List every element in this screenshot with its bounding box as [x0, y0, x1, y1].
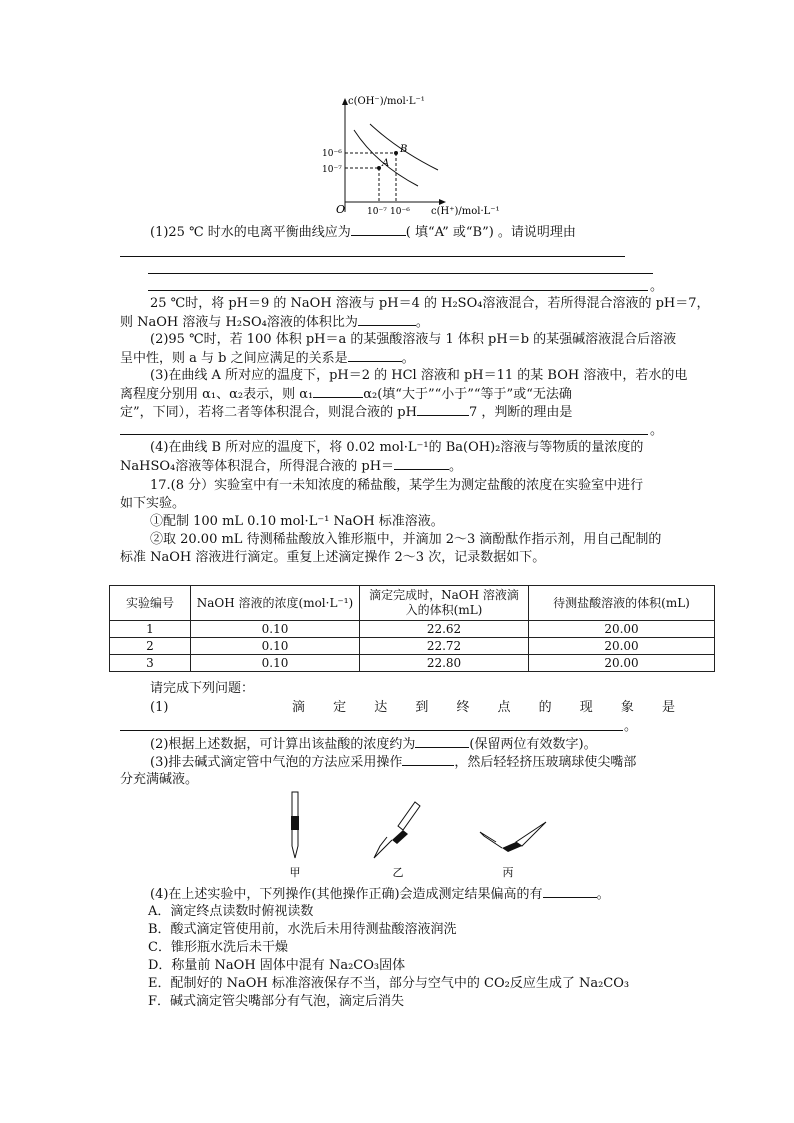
sub1-end: 。 — [624, 719, 638, 734]
table-cell: 0.10 — [191, 638, 360, 655]
q3-line3 — [120, 403, 572, 421]
origin-label: O — [336, 203, 346, 216]
q1-text-b: ( 填“A” 或“B”) 。请说明理由 — [405, 225, 576, 240]
q17-line1: 17.(8 分）实验室中有一未知浓度的稀盐酸，某学生为测定盐酸的浓度在实验室中进行 — [150, 478, 644, 493]
table-cell: 20.00 — [529, 638, 715, 655]
table-cell: 22.80 — [360, 655, 529, 672]
q2-line2 — [120, 349, 415, 367]
figure-label-yi: 乙 — [392, 866, 404, 879]
table-row — [110, 655, 715, 672]
sub1-char: 终 — [456, 700, 470, 715]
q1-answer-line-2[interactable] — [148, 273, 653, 274]
q17-line2: 如下实验。 — [120, 496, 186, 511]
sub2-text: (2)根据上述数据，可计算出该盐酸的浓度约为 — [150, 737, 416, 752]
q1-p2-blank[interactable] — [358, 313, 416, 326]
table-row — [110, 621, 715, 638]
figure-label-bing: 丙 — [502, 866, 514, 879]
burette-bing — [480, 822, 546, 852]
burette-jia — [291, 792, 299, 858]
q3-blank-2[interactable] — [417, 403, 469, 416]
y-tick-2: 10⁻⁷ — [322, 165, 342, 175]
q17-step1: ①配制 100 mL 0.10 mol·L⁻¹ NaOH 标准溶液。 — [150, 514, 444, 529]
sub1-char: 达 — [374, 700, 388, 715]
sub1-char: 的 — [538, 700, 552, 715]
q3-answer-end: 。 — [650, 423, 664, 438]
sub3-text-b: ，然后轻轻挤压玻璃球使尖嘴部 — [454, 755, 637, 770]
q3-blank-1[interactable] — [313, 385, 363, 398]
option-c[interactable]: C．锥形瓶水洗后未干燥 — [148, 940, 288, 955]
q2-end: 。 — [401, 351, 415, 366]
sub1-char: 定 — [333, 700, 347, 715]
sub1-char: 现 — [579, 700, 593, 715]
q1-p2-text: 则 NaOH 溶液与 H₂SO₄溶液的体积比为 — [120, 315, 358, 330]
table-cell: 3 — [110, 655, 191, 672]
sub1-char: 点 — [497, 700, 511, 715]
table-cell: 22.72 — [360, 638, 529, 655]
table-header: 待测盐酸溶液的体积(mL) — [529, 586, 715, 621]
table-cell: 20.00 — [529, 655, 715, 672]
q4-blank[interactable] — [394, 457, 449, 470]
burette-figures — [270, 790, 570, 880]
sub1-num: (1) — [150, 700, 169, 715]
sub1-char: 到 — [415, 700, 429, 715]
q3-line2 — [120, 385, 572, 403]
q3-text-c: 定”，下同），若将二者等体积混合，则混合液的 pH — [120, 405, 417, 420]
q1-line — [150, 223, 576, 241]
q4-end: 。 — [449, 459, 463, 474]
q1-p2-line2 — [120, 313, 429, 331]
sub2-line — [150, 735, 597, 753]
table-cell: 0.10 — [191, 655, 360, 672]
x-tick-1: 10⁻⁷ — [367, 207, 387, 217]
option-f[interactable]: F．碱式滴定管尖嘴部分有气泡，滴定后消失 — [148, 994, 405, 1009]
sub3-line2: 分充满碱液。 — [120, 772, 199, 787]
q4-line2 — [120, 457, 462, 475]
q1-text: (1)25 ℃ 时水的电离平衡曲线应为 — [150, 225, 351, 240]
table-header: 实验编号 — [110, 586, 191, 621]
x-axis-arrow — [439, 199, 446, 205]
sub4-end: 。 — [596, 887, 610, 902]
point-A — [377, 166, 381, 170]
q1-p2-line1: 25 ℃时，将 pH＝9 的 NaOH 溶液与 pH＝4 的 H₂SO₄溶液混合，若所得混合溶液的 pH＝7， — [150, 296, 710, 311]
option-e[interactable]: E．配制好的 NaOH 标准溶液保存不当，部分与空气中的 CO₂反应生成了 Na₂CO₃ — [148, 976, 630, 991]
q1-answer-end: 。 — [650, 279, 664, 294]
q2-text: 呈中性，则 a 与 b 之间应满足的关系是 — [120, 351, 348, 366]
sub3-text: (3)排去碱式滴定管中气泡的方法应采用操作 — [150, 755, 403, 770]
q17-step2-a: ②取 20.00 mL 待测稀盐酸放入锥形瓶中，并滴加 2～3 滴酚酞作指示剂，用自己配制的 — [150, 532, 662, 547]
sub1-char: 是 — [661, 700, 675, 715]
q2-blank[interactable] — [348, 349, 402, 362]
q17-step2-b: 标准 NaOH 溶液进行滴定。重复上述滴定操作 2～3 次，记录数据如下。 — [120, 550, 546, 565]
sub4-text: (4)在上述实验中，下列操作(其他操作正确)会造成测定结果偏高的有 — [150, 887, 543, 902]
sub3-line1 — [150, 753, 636, 771]
table-header: NaOH 溶液的浓度(mol·L⁻¹) — [191, 586, 360, 621]
sub-intro: 请完成下列问题： — [150, 681, 255, 696]
table-cell: 2 — [110, 638, 191, 655]
q1-answer-line-3[interactable] — [148, 290, 648, 291]
q1-answer-line-1[interactable] — [120, 256, 625, 257]
table-cell: 1 — [110, 621, 191, 638]
sub4-blank[interactable] — [543, 885, 597, 898]
titration-data-table — [109, 585, 715, 672]
ion-product-graph — [318, 92, 518, 222]
q3-text-b: α₂(填“大于”“小于”“等于”或“无法确 — [363, 387, 572, 402]
option-b[interactable]: B．酸式滴定管使用前，水洗后未用待测盐酸溶液润洗 — [148, 922, 457, 937]
q3-answer-line[interactable] — [120, 434, 648, 435]
x-tick-2: 10⁻⁶ — [390, 207, 410, 217]
q1-p2-end: 。 — [415, 315, 429, 330]
q1-blank[interactable] — [351, 223, 406, 236]
table-row — [110, 638, 715, 655]
y-tick-1: 10⁻⁶ — [322, 149, 342, 159]
table-cell: 0.10 — [191, 621, 360, 638]
q3-text-d: 7 ，判断的理由是 — [468, 405, 573, 420]
q4-line1: (4)在曲线 B 所对应的温度下，将 0.02 mol·L⁻¹的 Ba(OH)₂溶液与等物质的量浓度的 — [150, 440, 644, 455]
sub1-char: 滴 — [292, 700, 306, 715]
sub2-text-b: (保留两位有效数字)。 — [469, 737, 597, 752]
sub1-char: 象 — [620, 700, 634, 715]
option-a[interactable]: A．滴定终点读数时俯视读数 — [148, 904, 314, 919]
point-B — [394, 151, 398, 155]
q4-text: NaHSO₄溶液等体积混合，所得混合液的 pH＝ — [120, 459, 395, 474]
table-cell: 20.00 — [529, 621, 715, 638]
figure-label-jia: 甲 — [289, 866, 301, 879]
y-axis-label: c(OH⁻)/mol·L⁻¹ — [348, 96, 425, 107]
burette-yi — [374, 802, 420, 858]
point-A-label: A — [382, 158, 390, 169]
point-B-label: B — [400, 144, 408, 155]
sub2-blank[interactable] — [415, 735, 469, 748]
q3-line1: (3)在曲线 A 所对应的温度下，pH＝2 的 HCl 溶液和 pH＝11 的某 BOH 溶液中，若水的电 — [150, 368, 688, 383]
sub1-answer-line[interactable] — [120, 730, 623, 731]
x-axis-label: c(H⁺)/mol·L⁻¹ — [431, 206, 500, 217]
option-d[interactable]: D．称量前 NaOH 固体中混有 Na₂CO₃固体 — [148, 958, 406, 973]
q2-line1: (2)95 ℃时，若 100 体积 pH＝a 的某强酸溶液与 1 体积 pH＝b 的某强碱溶液混合后溶液 — [150, 332, 677, 347]
sub4-line — [150, 885, 610, 903]
q3-text-a: 离程度分别用 α₁、α₂表示，则 α₁ — [120, 387, 314, 402]
sub1-spaced-text — [292, 699, 675, 716]
sub3-blank[interactable] — [402, 753, 454, 766]
table-header-row — [110, 586, 715, 621]
table-cell: 22.62 — [360, 621, 529, 638]
table-header: 滴定完成时，NaOH 溶液滴入的体积(mL) — [360, 586, 529, 621]
